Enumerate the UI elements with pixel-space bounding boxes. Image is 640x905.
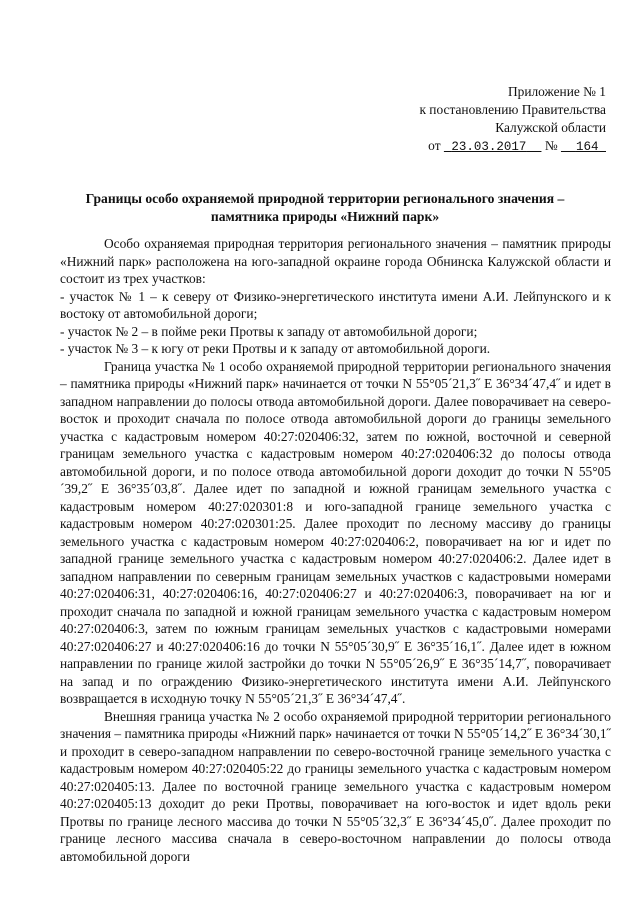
title-line-1: Границы особо охраняемой природной территории регионального значения – — [85, 191, 565, 206]
appendix-header — [419, 83, 606, 156]
appendix-date-line — [419, 137, 606, 156]
list-item-plot-3: - участок № 3 – к югу от реки Протвы и к западу от автомобильной дороги. — [60, 341, 491, 356]
title-line-2: памятника природы «Нижний парк» — [210, 209, 440, 224]
list-item-plot-2: - участок № 2 – в пойме реки Протвы к западу от автомобильной дороги; — [60, 323, 478, 339]
decree-date: 23.03.2017 — [451, 140, 527, 154]
paragraph-intro: Особо охраняемая природная территория регионального значения – памятник природы «Нижний парк» расположена на юго-западной окраине города Обнинска Калужской области и состоит из трех участков: — [60, 236, 611, 286]
appendix-line-3: Калужской области — [495, 120, 606, 135]
date-prefix: от — [428, 138, 441, 153]
list-item-plot-1: - участок № 1 – к северу от Физико-энергетического института имени А.И. Лейпунского и к востоку от автомобильной дороги; — [60, 288, 611, 321]
number-prefix: № — [544, 138, 558, 153]
document-body — [60, 235, 611, 865]
document-title — [60, 190, 590, 226]
appendix-line-1: Приложение № 1 — [507, 84, 606, 99]
appendix-line-2: к постановлению Правительства — [419, 102, 606, 117]
paragraph-plot-1-boundary: Граница участка № 1 особо охраняемой природной территории регионального значения – памятника природы «Нижний парк» начинается от точки N 55°05´21,3˝ E 36°34´47,4˝ и идет в западном направлении до полосы отвода автомобильной дороги. Далее поворачивает на северо-восток и проходит сначала по полосе отвода автомобильной дороги до границы земельного участка с кадастровым номером 40:27:020406:32, затем по южной, восточной и северной границам земельного участка с кадастровым номером 40:27:020406:32 до полосы отвода автомобильной дороги, и по полосе отвода автомобильной дороги доходит до точки N 55°05´39,2˝ E 36°35´03,8˝. Далее идет по западной и южной границам земельного участка с кадастровым номером 40:27:020301:8 и юго-западной границе земельного участка с кадастровым номером 40:27:020301:25. Далее проходит по лесному массиву до границы земельного участка с кадастровым номером 40:27:020406:2, поворачивает на юг и идет по западной границе земельного участка с кадастровым номером 40:27:020406:2. Далее идет в западном направлении по северным границам земельных участков с кадастровыми номерами 40:27:020406:31, 40:27:020406:16, 40:27:020406:27 и 40:27:020406:3, поворачивает на юг и проходит сначала по западной и южной границам земельного участка с кадастровым номером 40:27:020406:3, затем по южным границам земельных участков с кадастровыми номерами 40:27:020406:27 и 40:27:020406:16 до точки N 55°05´30,9˝ E 36°35´16,1˝. Далее идет в южном направлении по границе жилой застройки до точки N 55°05´26,9˝ E 36°35´14,7˝, поворачивает на запад и по ограждению Физико-энергетического института имени А.И. Лейпунского возвращается в исходную точку N 55°05´21,3˝ E 36°34´47,4˝. — [60, 358, 611, 706]
paragraph-plot-2-boundary: Внешняя граница участка № 2 особо охраняемой природной территории регионального значения – памятника природы «Нижний парк» начинается от точки N 55°05´14,2˝ E 36°34´30,1˝ и проходит в северо-западном направлении по северо-восточной границе земельного участка с кадастровым номером 40:27:020405:22 до границы земельного участка с кадастровым номером 40:27:020405:13. Далее по восточной границе земельного участка с кадастровым номером 40:27:020405:13 доходит до реки Протвы, поворачивает на юго-восток и идет вдоль реки Протвы по границе лесного массива до точки N 55°05´32,3˝ E 36°34´45,0˝. Далее проходит по границе лесного массива сначала в северо-восточном направлении до полосы отвода автомобильной дороги — [60, 708, 611, 864]
decree-number: 164 — [575, 140, 599, 154]
